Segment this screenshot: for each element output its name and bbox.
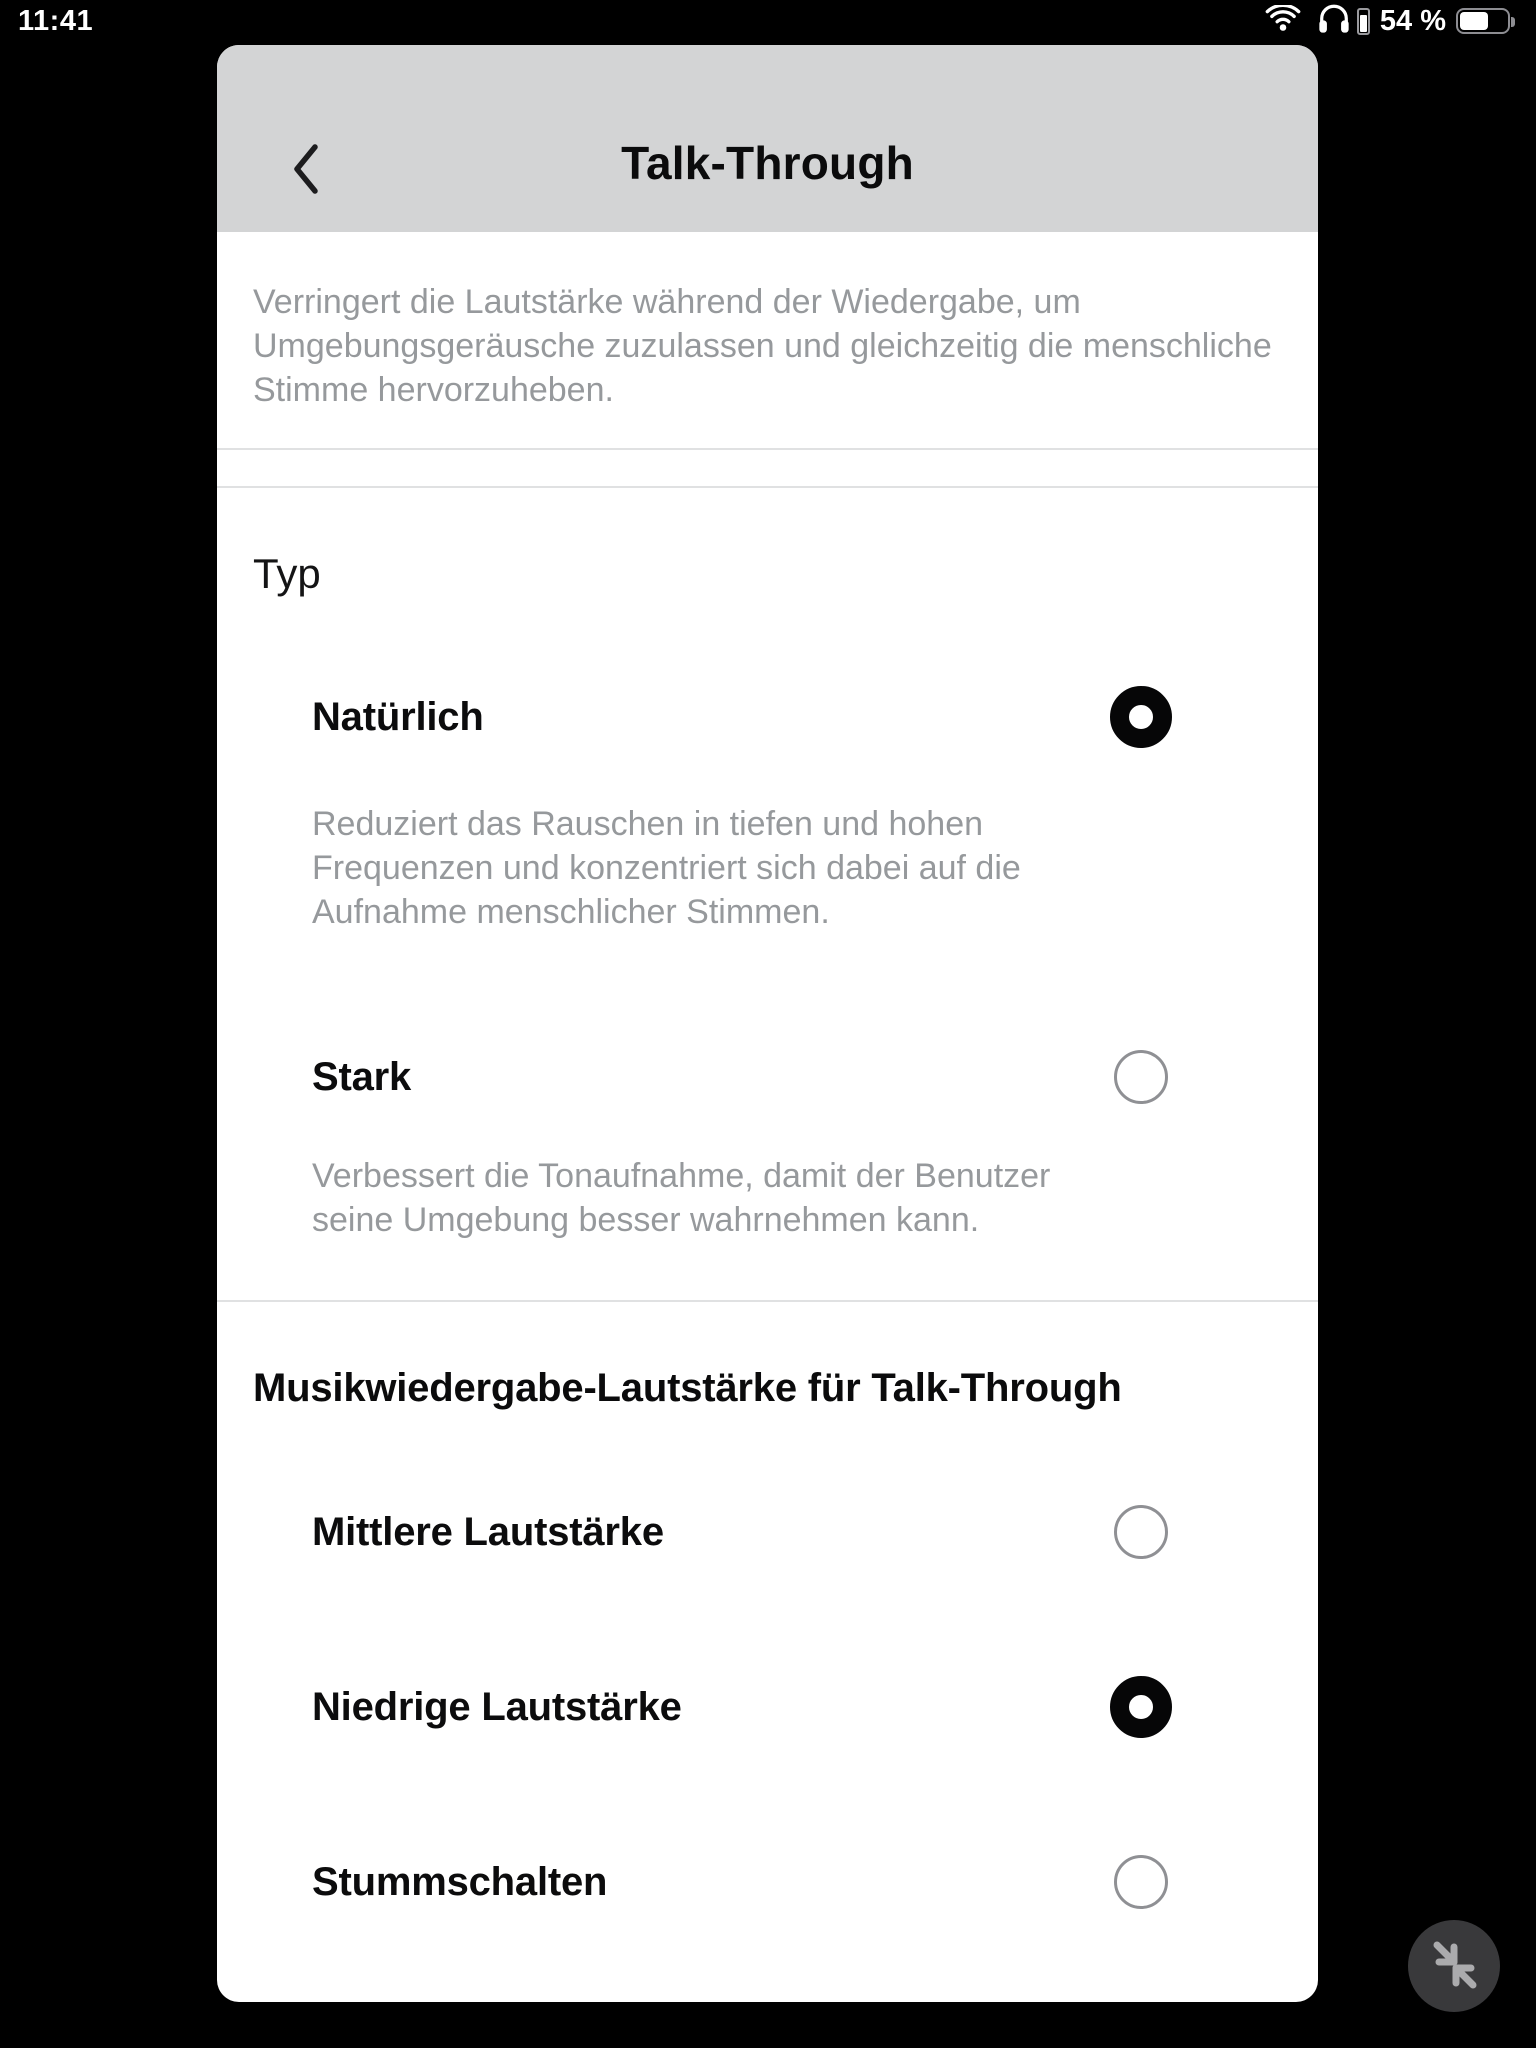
option-description: Reduziert das Rauschen in tiefen und hohen Frequenzen und konzentriert sich dabei auf die Aufnahme menschlicher Stimmen.	[312, 805, 1021, 931]
radio-niedrige[interactable]	[1110, 1676, 1172, 1738]
type-section-label: Typ	[253, 550, 321, 597]
wifi-icon	[1265, 5, 1301, 37]
collapse-arrows-icon	[1408, 1918, 1500, 2015]
battery-icon	[1456, 8, 1510, 34]
clock: 11:41	[18, 4, 94, 37]
option-niedrige-lautstaerke[interactable]	[217, 1676, 1318, 1738]
option-mittlere-lautstaerke[interactable]	[217, 1501, 1318, 1563]
divider	[217, 448, 1318, 450]
radio-indicator	[1114, 1505, 1168, 1559]
option-stark[interactable]	[217, 1046, 1318, 1108]
collapse-window-button[interactable]	[1408, 1920, 1500, 2012]
divider	[217, 486, 1318, 488]
option-label: Stark	[312, 1054, 412, 1099]
option-description: Verbessert die Tonaufnahme, damit der Benutzer seine Umgebung besser wahrnehmen kann.	[312, 1157, 1051, 1239]
radio-indicator	[1110, 686, 1172, 748]
status-bar	[0, 0, 1536, 42]
option-natuerlich[interactable]	[217, 686, 1318, 748]
radio-natuerlich[interactable]	[1110, 686, 1172, 748]
headphones-icon	[1317, 3, 1351, 39]
feature-description: Verringert die Lautstärke während der Wiedergabe, um Umgebungsgeräusche zuzulassen und gleichzeitig die menschliche Stimme hervorzuheben.	[253, 283, 1272, 409]
headphones-battery-icon	[1357, 8, 1370, 35]
option-label: Stummschalten	[312, 1859, 608, 1904]
divider	[217, 1300, 1318, 1302]
option-label: Natürlich	[312, 694, 484, 739]
status-bar-right	[1265, 3, 1518, 39]
radio-mittlere[interactable]	[1110, 1501, 1172, 1563]
option-stummschalten[interactable]	[217, 1851, 1318, 1913]
radio-stark[interactable]	[1110, 1046, 1172, 1108]
panel-header	[217, 45, 1318, 232]
talk-through-panel	[217, 45, 1318, 2002]
option-label: Niedrige Lautstärke	[312, 1684, 682, 1729]
battery-percent: 54 %	[1379, 4, 1446, 37]
option-label: Mittlere Lautstärke	[312, 1509, 664, 1554]
radio-indicator	[1114, 1050, 1168, 1104]
volume-section-heading: Musikwiedergabe-Lautstärke für Talk-Through	[253, 1366, 1122, 1410]
radio-indicator	[1110, 1676, 1172, 1738]
radio-indicator	[1114, 1855, 1168, 1909]
radio-stummschalten[interactable]	[1110, 1851, 1172, 1913]
page-title: Talk-Through	[621, 137, 914, 189]
